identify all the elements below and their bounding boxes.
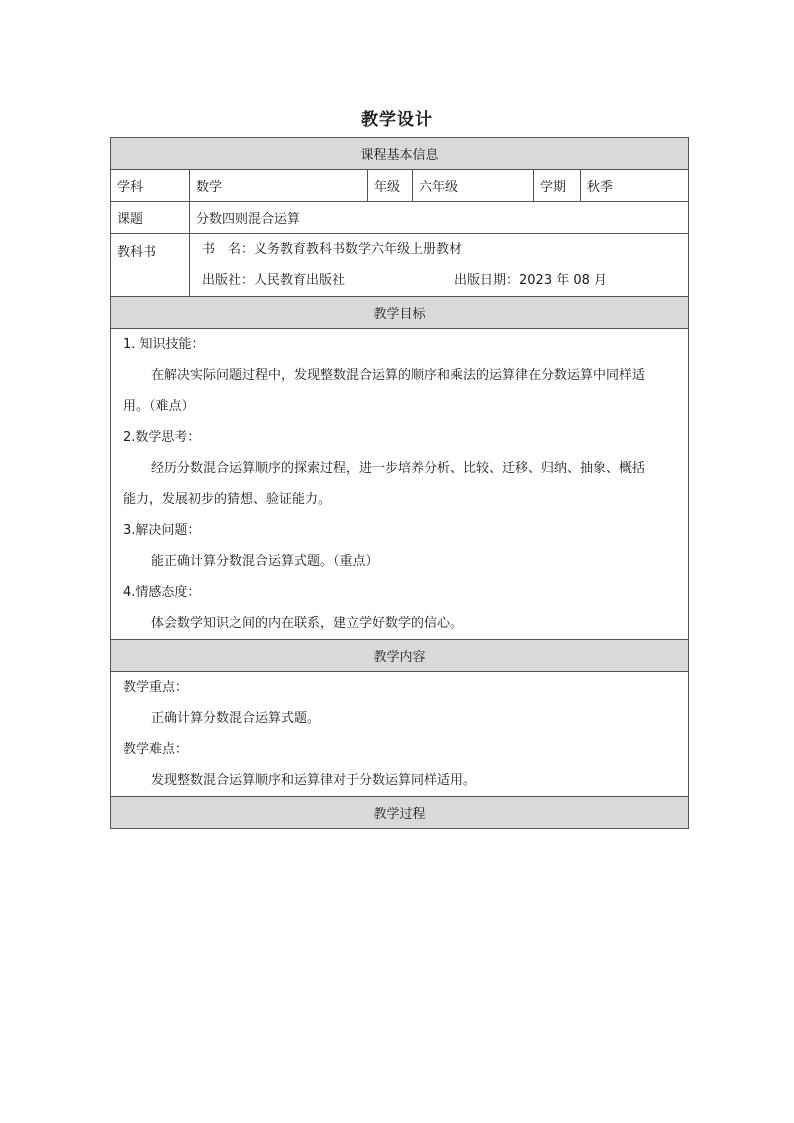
key-point-text: 正确计算分数混合运算式题。	[151, 711, 321, 726]
topic-label: 课题	[111, 202, 190, 234]
lesson-plan-table	[110, 137, 689, 829]
objective-text-continued: 用。（难点）	[123, 399, 195, 414]
objective-text: 体会数学知识之间的内在联系，建立学好数学的信心。	[151, 616, 464, 631]
term-value: 秋季	[581, 170, 689, 202]
difficulty-text: 发现整数混合运算顺序和运算律对于分数运算同样适用。	[151, 773, 477, 788]
basic-info-header: 课程基本信息	[111, 138, 689, 170]
topic-value: 分数四则混合运算	[190, 202, 689, 234]
objectives-header: 教学目标	[111, 297, 689, 329]
grade-value: 六年级	[413, 170, 534, 202]
subject-label: 学科	[111, 170, 190, 202]
book-name: 书 名：义务教育教科书数学六年级上册教材	[202, 242, 463, 257]
grade-label: 年级	[368, 170, 413, 202]
objective-text: 能正确计算分数混合运算式题。（重点）	[151, 554, 379, 569]
textbook-label: 教科书	[111, 234, 190, 297]
objectives-content	[111, 329, 689, 640]
objective-text-continued: 能力，发展初步的猜想、验证能力。	[123, 492, 332, 507]
teaching-content	[111, 672, 689, 797]
objective-title: 2.数学思考：	[123, 430, 201, 445]
key-point-label: 教学重点：	[123, 680, 189, 695]
publisher: 出版社：人民教育出版社	[202, 273, 346, 288]
objective-text: 在解决实际问题过程中，发现整数混合运算的顺序和乘法的运算律在分数运算中同样适	[151, 368, 646, 383]
publisher-line	[196, 265, 682, 296]
objective-text: 经历分数混合运算顺序的探索过程，进一步培养分析、比较、迁移、归纳、抽象、概括	[151, 461, 646, 476]
subject-value: 数学	[190, 170, 368, 202]
objective-title: 1. 知识技能：	[123, 337, 205, 352]
document-title: 教学设计	[361, 110, 433, 130]
textbook-info	[190, 234, 689, 297]
publish-date: 出版日期：2023 年 08 月	[454, 273, 608, 288]
term-label: 学期	[534, 170, 581, 202]
process-header: 教学过程	[111, 797, 689, 829]
objective-title: 4.情感态度：	[123, 585, 201, 600]
content-header: 教学内容	[111, 640, 689, 672]
objective-title: 3.解决问题：	[123, 523, 201, 538]
difficulty-label: 教学难点：	[123, 742, 189, 757]
